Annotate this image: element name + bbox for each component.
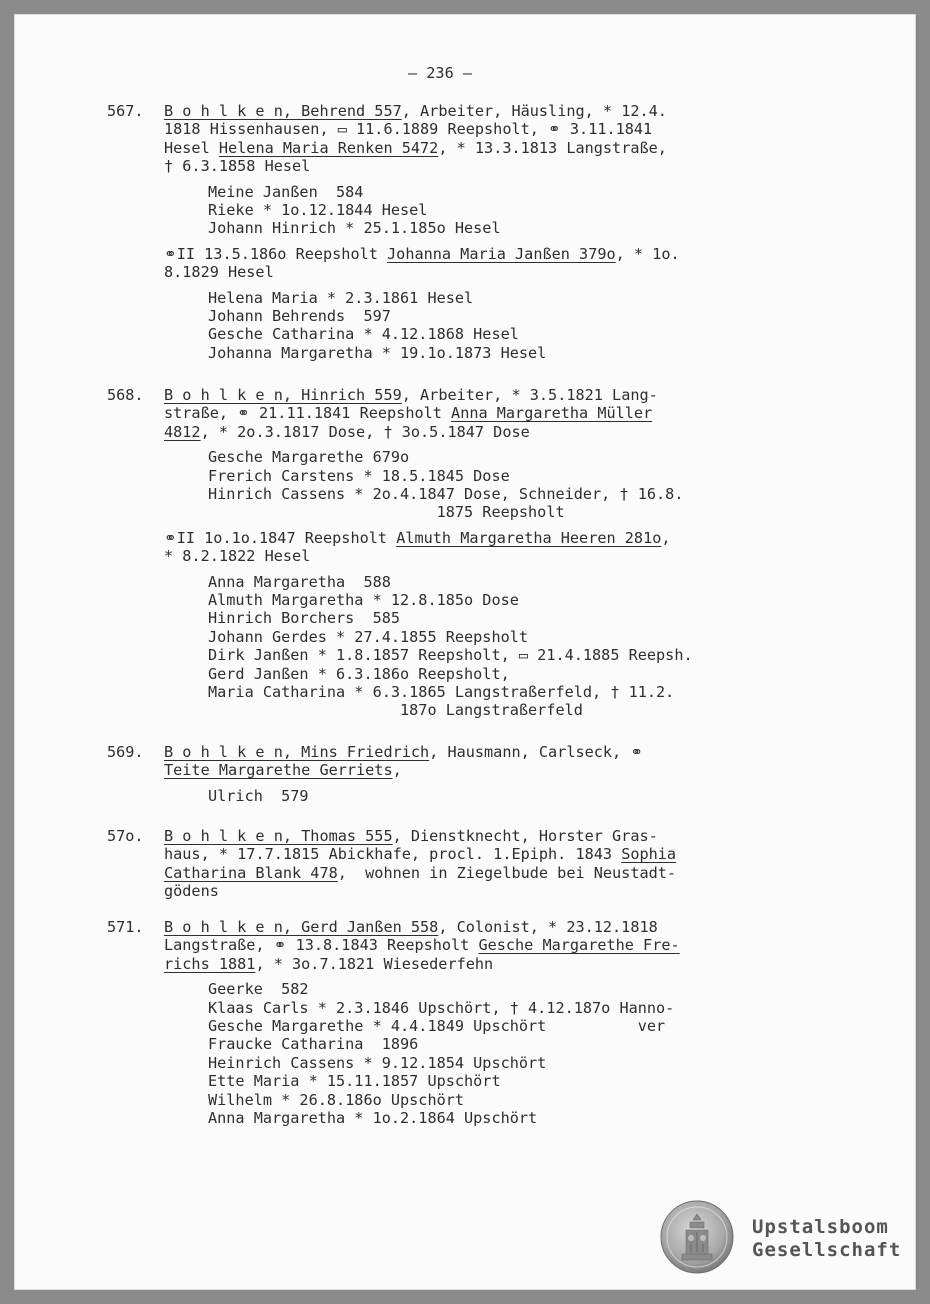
text-run: , Hausmann, Carlseck, ⚭ bbox=[429, 743, 644, 761]
text-line bbox=[164, 423, 530, 441]
child-line: Geerke 582 bbox=[208, 980, 309, 999]
text-run: , Arbeiter, * 3.5.1821 Lang- bbox=[401, 386, 658, 404]
text-run: Langstraße, ⚭ 13.8.1843 Reepsholt bbox=[164, 936, 479, 955]
child-line: Frerich Carstens * 18.5.1845 Dose bbox=[208, 466, 510, 485]
text-run: ⚭II 13.5.186o Reepsholt bbox=[164, 244, 388, 263]
underlined-name: Sophia bbox=[621, 845, 677, 864]
text-line bbox=[164, 827, 658, 845]
child-line: Anna Margaretha 588 bbox=[208, 572, 391, 591]
child-line: 187o Langstraßerfeld bbox=[208, 701, 583, 720]
text-run: , Arbeiter, Häusling, * 12.4. bbox=[401, 102, 667, 120]
entry-number: 569. bbox=[107, 743, 144, 761]
text-run: * 8.2.1822 Hesel bbox=[164, 547, 311, 566]
entry-number: 57o. bbox=[107, 827, 144, 845]
text-line bbox=[164, 882, 219, 900]
text-line bbox=[164, 761, 402, 779]
child-line: Maria Catharina * 6.3.1865 Langstraßerfeld, † 11.2. bbox=[208, 683, 675, 701]
underlined-name: Helena Maria Renken 5472 bbox=[218, 138, 439, 157]
underlined-name: richs 1881 bbox=[164, 954, 256, 973]
child-line: Fraucke Catharina 1896 bbox=[208, 1035, 419, 1054]
entry-number: 571. bbox=[107, 918, 144, 936]
text-line bbox=[164, 263, 274, 281]
text-line bbox=[164, 864, 676, 882]
child-line: 1875 Reepsholt bbox=[208, 503, 565, 522]
child-line: Anna Margaretha * 1o.2.1864 Upschört bbox=[208, 1109, 538, 1127]
text-line bbox=[164, 157, 310, 175]
text-run: , bbox=[661, 528, 671, 547]
text-run: , wohnen in Ziegelbude bei Neustadt- bbox=[337, 863, 677, 882]
underlined-name: Anna Margaretha Müller bbox=[451, 404, 653, 423]
child-line: Ulrich 579 bbox=[208, 786, 309, 805]
seal-emblem-icon bbox=[660, 1200, 734, 1274]
child-line: Wilhelm * 26.8.186o Upschört bbox=[208, 1090, 465, 1109]
text-run: , * 2o.3.1817 Dose, † 3o.5.1847 Dose bbox=[200, 422, 530, 441]
text-run: , Dienstknecht, Horster Gras- bbox=[392, 827, 658, 845]
child-line: Almuth Margaretha * 12.8.185o Dose bbox=[208, 591, 519, 609]
text-line bbox=[164, 139, 667, 157]
underlined-name: Almuth Margaretha Heeren 281o bbox=[396, 528, 662, 547]
text-line bbox=[164, 845, 676, 863]
text-line bbox=[164, 245, 680, 263]
underlined-name: B o h l k e n, Hinrich 559 bbox=[164, 386, 402, 404]
text-run: , * 1o. bbox=[615, 244, 680, 263]
child-line: Johann Gerdes * 27.4.1855 Reepsholt bbox=[208, 627, 529, 646]
text-line bbox=[164, 918, 658, 936]
text-line bbox=[164, 120, 652, 138]
text-run: 8.1829 Hesel bbox=[164, 263, 274, 282]
underlined-name: 4812 bbox=[164, 422, 201, 441]
underlined-name: B o h l k e n, Gerd Janßen 558 bbox=[164, 918, 439, 936]
underlined-name: B o h l k e n, Behrend 557 bbox=[164, 102, 402, 120]
child-line: Hinrich Borchers 585 bbox=[208, 609, 401, 628]
text-line bbox=[164, 547, 310, 565]
underlined-name: Catharina Blank 478 bbox=[164, 863, 338, 882]
child-line: Rieke * 1o.12.1844 Hesel bbox=[208, 201, 428, 219]
text-line bbox=[164, 386, 658, 404]
entry-number: 568. bbox=[107, 386, 144, 404]
child-line: Helena Maria * 2.3.1861 Hesel bbox=[208, 288, 474, 307]
underlined-name: Teite Margarethe Gerriets bbox=[164, 761, 393, 780]
child-line: Johann Behrends 597 bbox=[208, 307, 391, 325]
text-line bbox=[164, 936, 680, 954]
underlined-name: B o h l k e n, Thomas 555 bbox=[164, 827, 393, 845]
child-line: Gerd Janßen * 6.3.186o Reepsholt, bbox=[208, 664, 510, 683]
text-run: Hesel bbox=[164, 138, 219, 157]
text-run: straße, ⚭ 21.11.1841 Reepsholt bbox=[164, 404, 452, 423]
text-run: , * 3o.7.1821 Wiesederfehn bbox=[255, 954, 494, 973]
text-line bbox=[164, 529, 671, 547]
logo-wordmark bbox=[752, 1216, 901, 1262]
entry-number: 567. bbox=[107, 102, 144, 120]
child-line: Heinrich Cassens * 9.12.1854 Upschört bbox=[208, 1053, 547, 1072]
child-line: Johann Hinrich * 25.1.185o Hesel bbox=[208, 219, 501, 238]
text-run: , bbox=[392, 761, 402, 780]
text-line bbox=[164, 955, 493, 973]
child-line: Ette Maria * 15.11.1857 Upschört bbox=[208, 1072, 501, 1091]
child-line: Klaas Carls * 2.3.1846 Upschört, † 4.12.187o Hanno- bbox=[208, 998, 675, 1017]
text-run: , Colonist, * 23.12.1818 bbox=[438, 918, 658, 936]
child-line: Gesche Margarethe * 4.4.1849 Upschört ver bbox=[208, 1017, 666, 1035]
text-line bbox=[164, 743, 643, 761]
underlined-name: Gesche Margarethe Fre- bbox=[478, 936, 680, 955]
child-line: Johanna Margaretha * 19.1o.1873 Hesel bbox=[208, 343, 547, 362]
underlined-name: B o h l k e n, Mins Friedrich bbox=[164, 743, 430, 761]
text-run: 1818 Hissenhausen, ▭ 11.6.1889 Reepsholt, ⚭ 3.11.1841 bbox=[164, 120, 653, 139]
child-line: Gesche Catharina * 4.12.1868 Hesel bbox=[208, 325, 519, 344]
child-line: Hinrich Cassens * 2o.4.1847 Dose, Schneider, † 16.8. bbox=[208, 485, 684, 503]
child-line: Dirk Janßen * 1.8.1857 Reepsholt, ▭ 21.4.1885 Reepsh. bbox=[208, 646, 693, 665]
child-line: Gesche Margarethe 679o bbox=[208, 448, 410, 467]
logo-line-2: Gesellschaft bbox=[752, 1239, 902, 1261]
text-line bbox=[164, 404, 652, 422]
publisher-logo bbox=[660, 1200, 910, 1278]
underlined-name: Johanna Maria Janßen 379o bbox=[387, 244, 616, 263]
logo-line-1: Upstalsboom bbox=[752, 1216, 889, 1238]
text-run: , * 13.3.1813 Langstraße, bbox=[438, 138, 667, 157]
text-run: gödens bbox=[164, 882, 219, 901]
child-line: Meine Janßen 584 bbox=[208, 182, 364, 201]
text-run: haus, * 17.7.1815 Abickhafe, procl. 1.Epiph. 1843 bbox=[164, 845, 622, 864]
text-run: ⚭II 1o.1o.1847 Reepsholt bbox=[164, 528, 397, 547]
text-run: † 6.3.1858 Hesel bbox=[164, 157, 311, 176]
text-line bbox=[164, 102, 667, 120]
page-number: – 236 – bbox=[408, 64, 473, 82]
